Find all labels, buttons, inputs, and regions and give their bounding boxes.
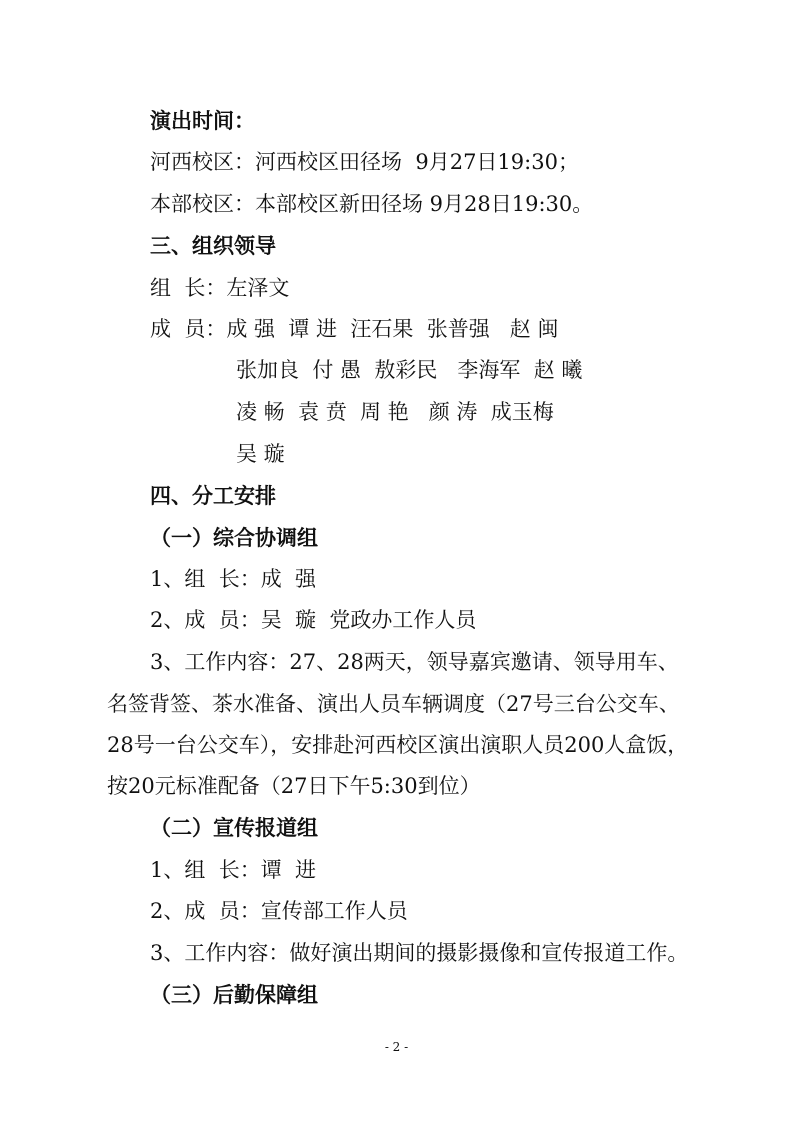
heading-performance-time: 演出时间： xyxy=(150,108,255,133)
text-coordination-members: 2、成 员：吴 璇 党政办工作人员 xyxy=(150,608,477,632)
text-coordination-work-4: 按20元标准配备（27日下午5:30到位） xyxy=(107,774,481,798)
heading-organization: 三、组织领导 xyxy=(150,233,276,258)
text-coordination-work-1: 3、工作内容：27、28两天，领导嘉宾邀请、领导用车、 xyxy=(150,650,679,674)
heading-publicity-group: （二）宣传报道组 xyxy=(150,815,318,840)
text-publicity-work: 3、工作内容：做好演出期间的摄影摄像和宣传报道工作。 xyxy=(150,941,689,965)
text-main-campus: 本部校区：本部校区新田径场 9月28日19:30。 xyxy=(150,192,594,216)
text-members-row-3: 凌 畅 袁 贲 周 艳 颜 涛 成玉梅 xyxy=(236,400,554,424)
text-coordination-work-2: 名签背签、茶水准备、演出人员车辆调度（27号三台公交车、 xyxy=(107,692,680,716)
page-number: - 2 - xyxy=(384,1040,409,1054)
text-members-row-4: 吴 璇 xyxy=(236,442,285,466)
text-hexi-campus: 河西校区：河西校区田径场 9月27日19:30； xyxy=(150,150,579,174)
heading-coordination-group: （一）综合协调组 xyxy=(150,525,318,550)
text-members-row-2: 张加良 付 愚 敖彩民 李海军 赵 曦 xyxy=(236,358,583,382)
text-coordination-leader: 1、组 长：成 强 xyxy=(150,567,317,591)
heading-logistics-group: （三）后勤保障组 xyxy=(150,982,318,1007)
heading-division-of-labor: 四、分工安排 xyxy=(150,483,276,508)
text-publicity-members: 2、成 员：宣传部工作人员 xyxy=(150,899,408,923)
text-publicity-leader: 1、组 长：谭 进 xyxy=(150,858,317,882)
text-coordination-work-3: 28号一台公交车），安排赴河西校区演出演职人员200人盒饭， xyxy=(107,733,689,757)
text-members-row-1: 成 员：成 强 谭 进 汪石果 张普强 赵 闽 xyxy=(150,317,559,341)
text-group-leader: 组 长：左泽文 xyxy=(150,276,290,300)
